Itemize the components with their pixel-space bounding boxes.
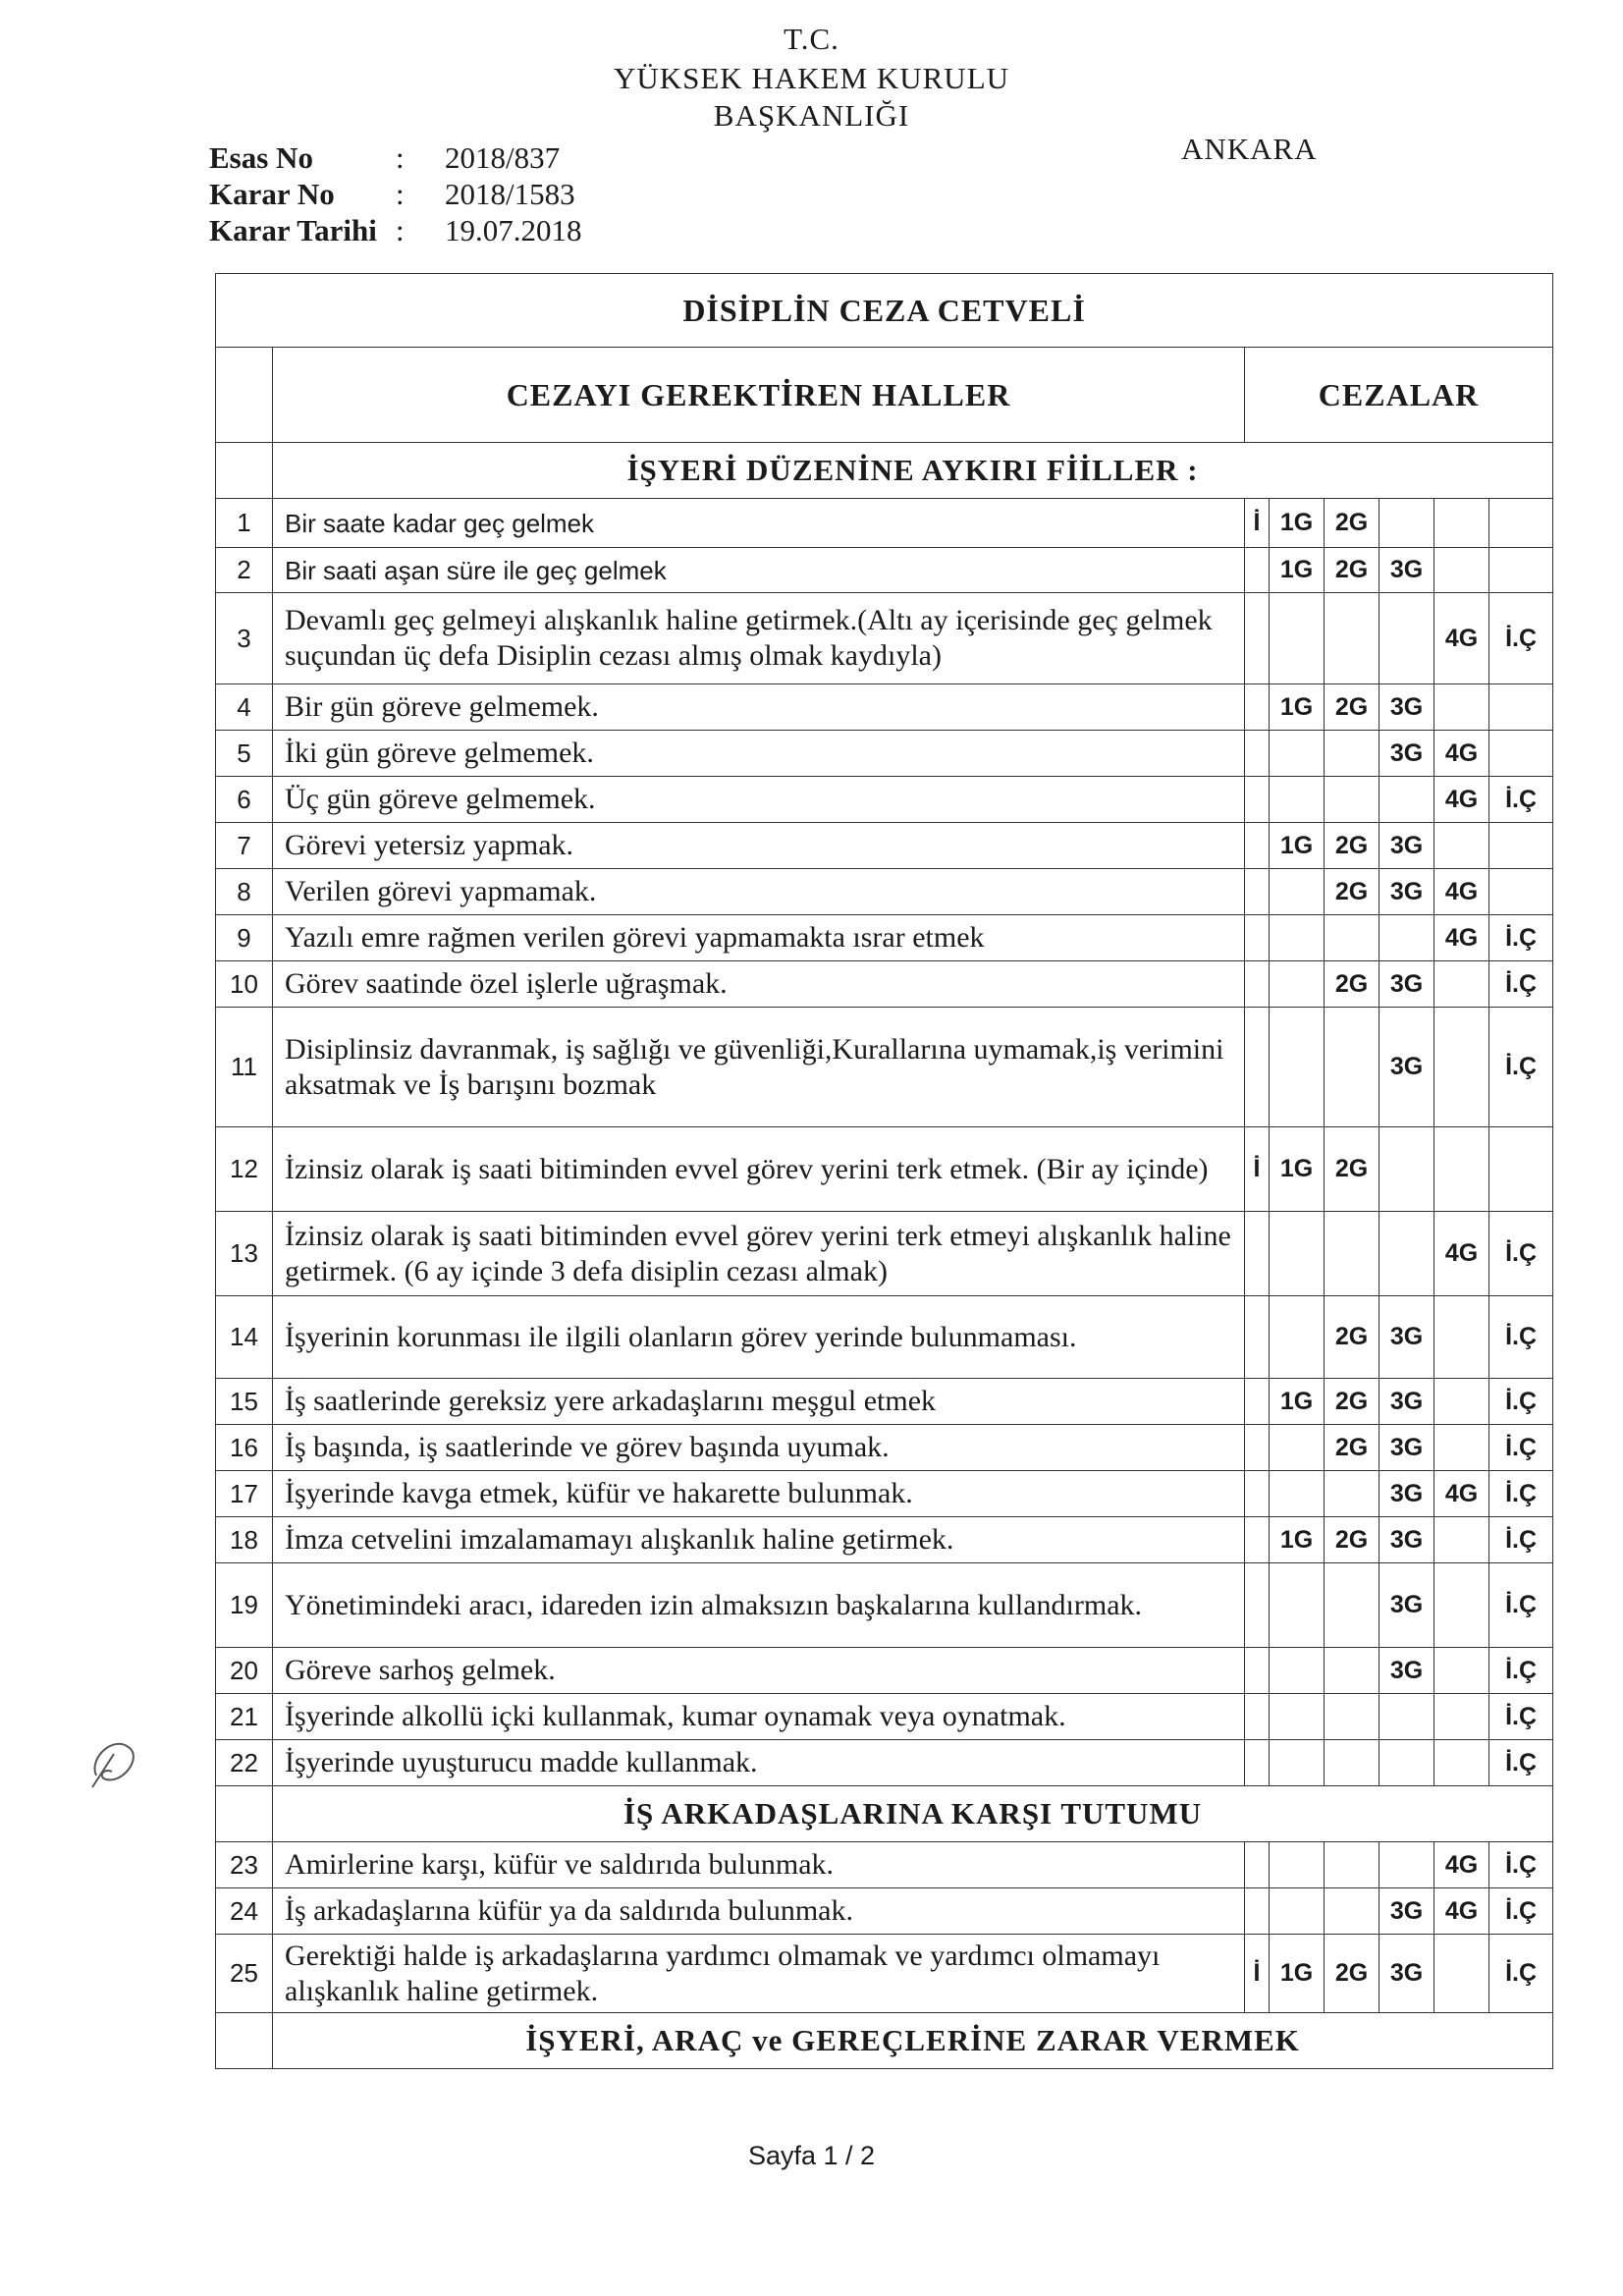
penalty-cell	[1270, 1296, 1325, 1379]
penalty-cell	[1245, 1888, 1270, 1935]
row-number: 1	[216, 499, 273, 548]
row-number: 16	[216, 1425, 273, 1471]
penalty-cell	[1380, 499, 1434, 548]
section-row	[216, 2013, 1553, 2069]
penalty-cell: 3G	[1380, 1935, 1434, 2013]
table-row	[216, 499, 1553, 548]
esas-value: 2018/837	[445, 140, 561, 175]
tarih-separator: :	[396, 213, 405, 247]
penalty-cell: İ	[1245, 1127, 1270, 1212]
row-number: 3	[216, 593, 273, 684]
penalty-cell	[1245, 1425, 1270, 1471]
offense-description: İzinsiz olarak iş saati bitiminden evvel görev yerini terk etmek. (Bir ay içinde)	[273, 1127, 1245, 1212]
row-number: 10	[216, 961, 273, 1008]
row-number: 11	[216, 1008, 273, 1127]
offense-description: Gerektiği halde iş arkadaşlarına yardımcı olmamak ve yardımcı olmamayı alışkanlık haline getirmek.	[273, 1935, 1245, 2013]
table-row	[216, 1563, 1553, 1648]
penalty-cell: 4G	[1434, 869, 1489, 915]
table-row	[216, 1379, 1553, 1425]
penalty-cell	[1489, 684, 1553, 731]
penalty-cell: İ.Ç	[1489, 1212, 1553, 1296]
penalty-cell: 3G	[1380, 823, 1434, 869]
offense-description: İşyerinde kavga etmek, küfür ve hakarette bulunmak.	[273, 1471, 1245, 1517]
penalty-cell: 2G	[1325, 1425, 1380, 1471]
row-number: 24	[216, 1888, 273, 1935]
penalty-cell: 2G	[1325, 684, 1380, 731]
penalty-cell	[1245, 1296, 1270, 1379]
penalty-cell	[1434, 499, 1489, 548]
penalty-cell	[1325, 731, 1380, 777]
penalty-cell	[1270, 1694, 1325, 1740]
penalties-header: CEZALAR	[1245, 348, 1553, 443]
penalty-cell: İ.Ç	[1489, 915, 1553, 961]
penalty-cell	[1270, 1740, 1325, 1786]
penalty-cell: 3G	[1380, 1425, 1434, 1471]
penalty-cell	[1245, 1471, 1270, 1517]
penalty-cell	[1270, 1425, 1325, 1471]
penalty-cell	[1245, 1740, 1270, 1786]
penalty-cell	[1325, 593, 1380, 684]
penalty-cell	[1245, 869, 1270, 915]
offense-description: İşyerinde uyuşturucu madde kullanmak.	[273, 1740, 1245, 1786]
penalty-cell	[1245, 1563, 1270, 1648]
penalty-cell: 4G	[1434, 1212, 1489, 1296]
row-number: 21	[216, 1694, 273, 1740]
table-title-row	[216, 274, 1553, 348]
table-row	[216, 548, 1553, 593]
penalty-cell: İ.Ç	[1489, 1517, 1553, 1563]
offense-description: İzinsiz olarak iş saati bitiminden evvel görev yerini terk etmeyi alışkanlık haline getirmek. (6 ay içinde 3 defa disiplin cezası almak)	[273, 1212, 1245, 1296]
penalty-cell: 1G	[1270, 1935, 1325, 2013]
penalty-cell: 1G	[1270, 548, 1325, 593]
penalty-cell	[1245, 1648, 1270, 1694]
penalty-cell: 2G	[1325, 1379, 1380, 1425]
cases-header: CEZAYI GEREKTİREN HALLER	[273, 348, 1245, 443]
row-number: 14	[216, 1296, 273, 1379]
row-number: 15	[216, 1379, 273, 1425]
penalty-cell	[1434, 1563, 1489, 1648]
tarih-row	[209, 212, 582, 248]
penalty-cell	[1434, 1648, 1489, 1694]
penalty-cell	[1325, 1212, 1380, 1296]
penalty-cell	[1434, 1935, 1489, 2013]
section-title: İŞ ARKADAŞLARINA KARŞI TUTUMU	[273, 1786, 1553, 1842]
offense-description: İş arkadaşlarına küfür ya da saldırıda bulunmak.	[273, 1888, 1245, 1935]
penalty-cell	[1245, 777, 1270, 823]
penalty-cell	[1380, 1212, 1434, 1296]
penalty-cell	[1245, 915, 1270, 961]
table-row	[216, 1212, 1553, 1296]
penalty-cell: İ.Ç	[1489, 1694, 1553, 1740]
table-row	[216, 915, 1553, 961]
table-row	[216, 1694, 1553, 1740]
table-row	[216, 1008, 1553, 1127]
table-row	[216, 1127, 1553, 1212]
penalty-cell: İ	[1245, 1935, 1270, 2013]
penalty-cell	[1489, 1127, 1553, 1212]
row-number: 5	[216, 731, 273, 777]
penalty-cell	[1245, 684, 1270, 731]
case-metadata	[209, 139, 582, 248]
penalty-cell	[1380, 1842, 1434, 1888]
karar-separator: :	[396, 177, 405, 211]
penalty-cell	[1325, 1888, 1380, 1935]
esas-label: Esas No	[209, 140, 313, 175]
row-number: 13	[216, 1212, 273, 1296]
penalty-cell	[1380, 1694, 1434, 1740]
esas-row	[209, 139, 582, 176]
penalty-cell: İ.Ç	[1489, 1648, 1553, 1694]
penalty-cell	[1434, 823, 1489, 869]
karar-value: 2018/1583	[445, 177, 575, 211]
penalty-cell: 1G	[1270, 1379, 1325, 1425]
table-row	[216, 1425, 1553, 1471]
row-number: 20	[216, 1648, 273, 1694]
offense-description: Göreve sarhoş gelmek.	[273, 1648, 1245, 1694]
penalty-cell	[1270, 1563, 1325, 1648]
penalty-cell: İ.Ç	[1489, 1842, 1553, 1888]
penalty-cell	[1245, 1379, 1270, 1425]
number-header	[216, 348, 273, 443]
penalty-cell: 2G	[1325, 823, 1380, 869]
penalty-cell	[1325, 1842, 1380, 1888]
discipline-penalty-table	[215, 273, 1553, 2069]
offense-description: İş saatlerinde gereksiz yere arkadaşlarını meşgul etmek	[273, 1379, 1245, 1425]
penalty-cell: İ.Ç	[1489, 593, 1553, 684]
row-number: 9	[216, 915, 273, 961]
penalty-cell	[1434, 1127, 1489, 1212]
offense-description: Amirlerine karşı, küfür ve saldırıda bulunmak.	[273, 1842, 1245, 1888]
row-number: 7	[216, 823, 273, 869]
row-number: 22	[216, 1740, 273, 1786]
penalty-cell	[1270, 869, 1325, 915]
row-number: 19	[216, 1563, 273, 1648]
penalty-cell: 3G	[1380, 1008, 1434, 1127]
penalty-cell	[1434, 684, 1489, 731]
table-title: DİSİPLİN CEZA CETVELİ	[216, 274, 1553, 348]
penalty-cell: 2G	[1325, 1127, 1380, 1212]
karar-label: Karar No	[209, 177, 335, 211]
penalty-cell	[1434, 1425, 1489, 1471]
row-number: 17	[216, 1471, 273, 1517]
penalty-cell	[1325, 1740, 1380, 1786]
penalty-cell: İ.Ç	[1489, 1935, 1553, 2013]
page-number: Sayfa 1 / 2	[747, 2141, 876, 2170]
penalty-cell	[1245, 1694, 1270, 1740]
penalty-cell	[1325, 1008, 1380, 1127]
section-number-cell	[216, 1786, 273, 1842]
penalty-cell: 2G	[1325, 961, 1380, 1008]
penalty-cell	[1270, 1842, 1325, 1888]
row-number: 12	[216, 1127, 273, 1212]
row-number: 25	[216, 1935, 273, 2013]
offense-description: İşyerinin korunması ile ilgili olanların görev yerinde bulunmaması.	[273, 1296, 1245, 1379]
penalty-cell	[1270, 915, 1325, 961]
penalty-cell: 3G	[1380, 731, 1434, 777]
penalty-cell: 1G	[1270, 823, 1325, 869]
table-row	[216, 1471, 1553, 1517]
section-number-cell	[216, 2013, 273, 2069]
penalty-cell: 1G	[1270, 1127, 1325, 1212]
row-number: 4	[216, 684, 273, 731]
row-number: 8	[216, 869, 273, 915]
penalty-cell: İ.Ç	[1489, 1008, 1553, 1127]
header-institution: YÜKSEK HAKEM KURULU	[613, 61, 1010, 95]
penalty-cell	[1245, 1008, 1270, 1127]
penalty-cell: 3G	[1380, 684, 1434, 731]
penalty-cell	[1270, 1648, 1325, 1694]
penalty-cell	[1245, 961, 1270, 1008]
penalty-cell	[1434, 1379, 1489, 1425]
penalty-cell: İ.Ç	[1489, 1740, 1553, 1786]
penalty-cell	[1245, 593, 1270, 684]
penalty-cell	[1434, 1008, 1489, 1127]
penalty-cell: 4G	[1434, 1471, 1489, 1517]
penalty-cell	[1245, 823, 1270, 869]
offense-description: Yazılı emre rağmen verilen görevi yapmamakta ısrar etmek	[273, 915, 1245, 961]
offense-description: Verilen görevi yapmamak.	[273, 869, 1245, 915]
penalty-cell: 3G	[1380, 961, 1434, 1008]
penalty-cell	[1245, 1842, 1270, 1888]
penalty-cell: 4G	[1434, 915, 1489, 961]
penalty-cell: 2G	[1325, 548, 1380, 593]
penalty-cell	[1380, 1127, 1434, 1212]
penalty-cell: 2G	[1325, 1935, 1380, 2013]
table-row	[216, 823, 1553, 869]
offense-description: Disiplinsiz davranmak, iş sağlığı ve güvenliği,Kurallarına uymamak,iş verimini aksatmak ve İş barışını bozmak	[273, 1008, 1245, 1127]
karar-row	[209, 176, 582, 212]
penalty-cell: 3G	[1380, 1517, 1434, 1563]
penalty-cell: 4G	[1434, 593, 1489, 684]
penalty-cell	[1325, 777, 1380, 823]
penalty-cell: 3G	[1380, 1888, 1434, 1935]
penalty-cell: 3G	[1380, 1379, 1434, 1425]
penalty-cell: 4G	[1434, 1842, 1489, 1888]
section-row	[216, 443, 1553, 499]
row-number: 6	[216, 777, 273, 823]
table-row	[216, 1296, 1553, 1379]
penalty-cell	[1434, 1694, 1489, 1740]
tarih-value: 19.07.2018	[445, 213, 582, 247]
offense-description: Görevi yetersiz yapmak.	[273, 823, 1245, 869]
header-tc: T.C.	[784, 22, 839, 56]
penalty-cell	[1380, 777, 1434, 823]
penalty-cell	[1380, 593, 1434, 684]
penalty-cell: 2G	[1325, 869, 1380, 915]
offense-description: Görev saatinde özel işlerle uğraşmak.	[273, 961, 1245, 1008]
penalty-cell	[1489, 823, 1553, 869]
penalty-cell	[1489, 731, 1553, 777]
table-row	[216, 1888, 1553, 1935]
offense-description: İki gün göreve gelmemek.	[273, 731, 1245, 777]
penalty-cell: 3G	[1380, 548, 1434, 593]
penalty-cell: 3G	[1380, 1471, 1434, 1517]
penalty-cell	[1434, 548, 1489, 593]
section-title: İŞYERİ DÜZENİNE AYKIRI FİİLLER :	[273, 443, 1553, 499]
table-row	[216, 777, 1553, 823]
penalty-cell	[1245, 1212, 1270, 1296]
penalty-cell: İ.Ç	[1489, 1425, 1553, 1471]
penalty-cell: 2G	[1325, 1296, 1380, 1379]
penalty-cell: 3G	[1380, 1648, 1434, 1694]
penalty-cell: 2G	[1325, 499, 1380, 548]
offense-description: Bir gün göreve gelmemek.	[273, 684, 1245, 731]
table-row	[216, 1740, 1553, 1786]
penalty-cell	[1270, 1471, 1325, 1517]
offense-description: İşyerinde alkollü içki kullanmak, kumar oynamak veya oynatmak.	[273, 1694, 1245, 1740]
penalty-cell	[1245, 1517, 1270, 1563]
penalty-cell: 4G	[1434, 1888, 1489, 1935]
penalty-cell	[1245, 548, 1270, 593]
table-row	[216, 1517, 1553, 1563]
offense-description: Devamlı geç gelmeyi alışkanlık haline getirmek.(Altı ay içerisinde geç gelmek suçundan üç defa Disiplin cezası almış olmak kaydıyla)	[273, 593, 1245, 684]
table-row	[216, 684, 1553, 731]
table-row	[216, 869, 1553, 915]
penalty-cell: 2G	[1325, 1517, 1380, 1563]
offense-description: Üç gün göreve gelmemek.	[273, 777, 1245, 823]
table-row	[216, 1648, 1553, 1694]
penalty-cell	[1325, 1648, 1380, 1694]
row-number: 2	[216, 548, 273, 593]
table-row	[216, 1935, 1553, 2013]
penalty-cell	[1489, 548, 1553, 593]
penalty-cell	[1489, 499, 1553, 548]
table-row	[216, 593, 1553, 684]
handwritten-mark-icon	[84, 1728, 153, 1797]
offense-description: İmza cetvelini imzalamamayı alışkanlık haline getirmek.	[273, 1517, 1245, 1563]
tarih-label: Karar Tarihi	[209, 213, 377, 247]
penalty-cell: İ.Ç	[1489, 1296, 1553, 1379]
penalty-cell	[1270, 777, 1325, 823]
penalty-cell: İ.Ç	[1489, 961, 1553, 1008]
section-row	[216, 1786, 1553, 1842]
penalty-cell: İ.Ç	[1489, 1888, 1553, 1935]
penalty-cell	[1489, 869, 1553, 915]
penalty-cell: 1G	[1270, 1517, 1325, 1563]
penalty-cell	[1270, 731, 1325, 777]
penalty-cell	[1245, 731, 1270, 777]
penalty-cell	[1325, 1694, 1380, 1740]
section-number-cell	[216, 443, 273, 499]
penalty-cell: İ.Ç	[1489, 1379, 1553, 1425]
penalty-cell	[1434, 961, 1489, 1008]
penalty-cell: 4G	[1434, 731, 1489, 777]
table-row	[216, 961, 1553, 1008]
penalty-cell	[1434, 1517, 1489, 1563]
penalty-cell: İ.Ç	[1489, 1563, 1553, 1648]
penalty-cell: 3G	[1380, 869, 1434, 915]
header-city: ANKARA	[1181, 132, 1318, 166]
column-header-row	[216, 348, 1553, 443]
offense-description: Yönetimindeki aracı, idareden izin almaksızın başkalarına kullandırmak.	[273, 1563, 1245, 1648]
penalty-cell	[1380, 1740, 1434, 1786]
penalty-cell	[1325, 1563, 1380, 1648]
row-number: 18	[216, 1517, 273, 1563]
table-row	[216, 731, 1553, 777]
penalty-cell: İ	[1245, 499, 1270, 548]
penalty-cell	[1270, 961, 1325, 1008]
penalty-cell: 3G	[1380, 1563, 1434, 1648]
header-department: BAŞKANLIĞI	[713, 98, 910, 133]
penalty-cell: 1G	[1270, 499, 1325, 548]
offense-description: Bir saati aşan süre ile geç gelmek	[273, 548, 1245, 593]
penalty-cell: 3G	[1380, 1296, 1434, 1379]
esas-separator: :	[396, 140, 405, 175]
penalty-cell: İ.Ç	[1489, 777, 1553, 823]
penalty-cell	[1270, 1888, 1325, 1935]
penalty-cell	[1325, 915, 1380, 961]
offense-description: İş başında, iş saatlerinde ve görev başında uyumak.	[273, 1425, 1245, 1471]
penalty-cell	[1270, 1212, 1325, 1296]
penalty-cell	[1434, 1296, 1489, 1379]
penalty-cell: 4G	[1434, 777, 1489, 823]
offense-description: Bir saate kadar geç gelmek	[273, 499, 1245, 548]
table-row	[216, 1842, 1553, 1888]
section-title: İŞYERİ, ARAÇ ve GEREÇLERİNE ZARAR VERMEK	[273, 2013, 1553, 2069]
penalty-cell	[1270, 1008, 1325, 1127]
row-number: 23	[216, 1842, 273, 1888]
penalty-cell	[1325, 1471, 1380, 1517]
penalty-cell: 1G	[1270, 684, 1325, 731]
penalty-cell: İ.Ç	[1489, 1471, 1553, 1517]
penalty-cell	[1270, 593, 1325, 684]
penalty-cell	[1380, 915, 1434, 961]
penalty-cell	[1434, 1740, 1489, 1786]
